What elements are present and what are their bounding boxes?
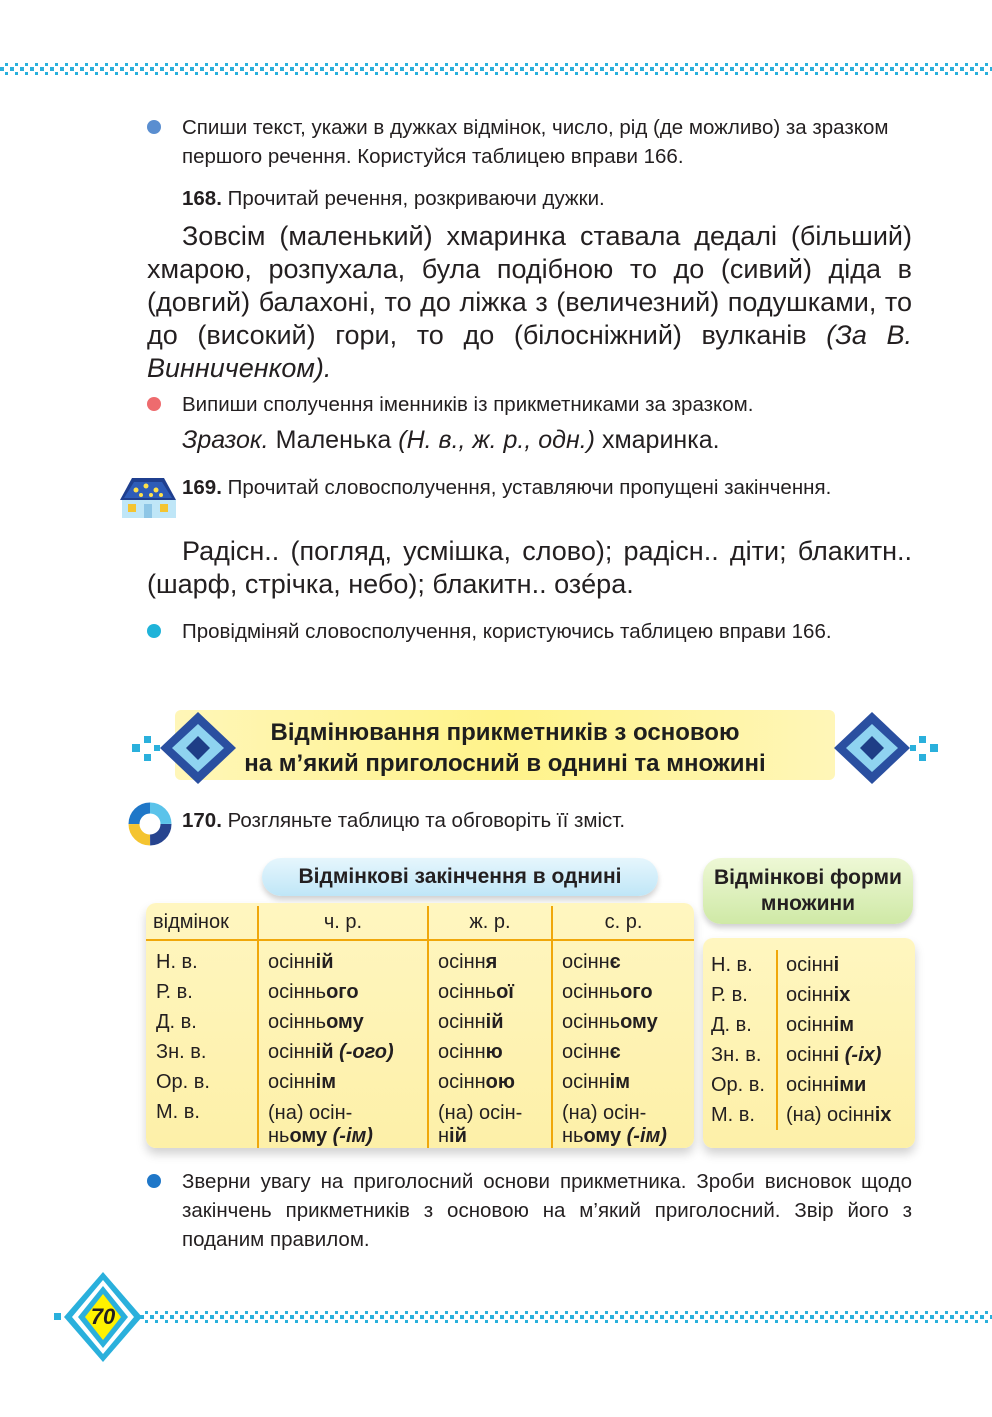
table-row: [146, 1097, 694, 1148]
neuter-form: (на) осін- ньому (-ім): [552, 1097, 694, 1148]
exercise-number: 168.: [182, 187, 222, 210]
case-name: Н. в.: [711, 954, 753, 976]
sample-word-1: Маленька: [275, 426, 392, 454]
feminine-form: осінньої: [428, 977, 552, 1007]
column-header-case: відмінок: [146, 906, 258, 940]
bullet-red-icon: [147, 397, 161, 411]
singular-endings-table: [146, 906, 694, 1148]
plural-form: осінні: [777, 950, 915, 980]
case-name: Зн. в.: [156, 1041, 207, 1063]
case-name: Д. в.: [711, 1014, 752, 1036]
table-row: [703, 1010, 915, 1040]
neuter-form: осіннє: [552, 1037, 694, 1067]
neuter-form: осінньому: [552, 1007, 694, 1037]
plural-form: (на) осінніх: [777, 1100, 915, 1130]
plural-form: осінні (-іх): [777, 1040, 915, 1070]
section-title-line-1: Відмінювання прикметників з основою: [270, 719, 740, 746]
table-row: [146, 1037, 694, 1067]
exercise-168-text: [147, 220, 912, 385]
plural-form: осінніх: [777, 980, 915, 1010]
masculine-form: осіннім: [258, 1067, 428, 1097]
table-row: [146, 977, 694, 1007]
exercise-170-heading: [182, 806, 912, 835]
table-row: [703, 950, 915, 980]
exercise-169-heading: [182, 473, 912, 502]
section-title-line-2: на м’який приголосний в однині та множині: [244, 750, 766, 777]
case-name: М. в.: [156, 1101, 200, 1123]
column-header-feminine: ж. р.: [428, 906, 552, 940]
case-name: Н. в.: [156, 951, 198, 973]
case-name: Ор. в.: [711, 1074, 765, 1096]
case-name: Зн. в.: [711, 1044, 762, 1066]
task-bullet-3: Провідміняй словосполучення, користуючись таблицею вправи 166.: [182, 620, 832, 643]
exercise-instruction: Розгляньте таблицю та обговоріть її зміст.: [227, 809, 626, 832]
table-row: [703, 980, 915, 1010]
exercise-168-heading: [182, 184, 912, 213]
sample-note: (Н. в., ж. р., одн.): [398, 426, 595, 454]
house-icon: [114, 474, 180, 520]
exercise-169-text: Радісн.. (погляд, усмішка, слово); радісн.. діти; блакитн.. (шарф, стрічка, небо); блакитн.. озéра.: [147, 536, 912, 599]
exercise-number: 170.: [182, 809, 222, 832]
sample-line: [182, 424, 912, 456]
plural-forms-table: [703, 950, 915, 1130]
table-row: [703, 1040, 915, 1070]
masculine-form: осіннього: [258, 977, 428, 1007]
feminine-form: осінню: [428, 1037, 552, 1067]
masculine-form: осінній (-ого): [258, 1037, 428, 1067]
case-name: Ор. в.: [156, 1071, 210, 1093]
singular-table-title: Відмінкові закінчення в однині: [262, 858, 658, 896]
discussion-ring-icon: [127, 801, 173, 847]
section-title: [180, 717, 830, 779]
bullet-cyan-icon: [147, 624, 161, 638]
case-name: М. в.: [711, 1104, 755, 1126]
plural-table-title: Відмінкові форми множини: [703, 858, 913, 924]
neuter-form: осіннім: [552, 1067, 694, 1097]
feminine-form: (на) осін- ній: [428, 1097, 552, 1148]
case-name: Р. в.: [156, 981, 193, 1003]
feminine-form: осіння: [428, 940, 552, 977]
exercise-instruction: Прочитай речення, розкриваючи дужки.: [227, 187, 605, 210]
table-row: [146, 940, 694, 977]
task-bullet-2: Випиши сполучення іменників із прикметниками за зразком.: [182, 393, 754, 416]
task-bullet-1: Спиши текст, укажи в дужках відмінок, число, рід (де можливо) за зразком першого речення. Користуйся таблицею вправи 166.: [182, 116, 889, 168]
bullet-blue-icon: [147, 120, 161, 134]
plural-form: осіннім: [777, 1010, 915, 1040]
task-bullet-4: Зверни увагу на приголосний основи прикметника. Зроби висновок щодо закінчень прикметників з основою на м’який приголосний. Звір його з поданим правилом.: [182, 1170, 912, 1251]
plural-form: осінніми: [777, 1070, 915, 1100]
neuter-form: осіннього: [552, 977, 694, 1007]
table-row: [703, 1100, 915, 1130]
page-number: 70: [90, 1304, 116, 1329]
table-row: [146, 1007, 694, 1037]
exercise-author: (За В. Винниченком).: [147, 320, 913, 383]
table-row: [146, 1067, 694, 1097]
feminine-form: осінній: [428, 1007, 552, 1037]
neuter-form: осіннє: [552, 940, 694, 977]
case-name: Д. в.: [156, 1011, 197, 1033]
sample-label: Зразок.: [182, 426, 269, 454]
bullet-navy-icon: [147, 1174, 161, 1188]
masculine-form: (на) осін- ньому (-ім): [258, 1097, 428, 1148]
ornament-right-icon: [830, 710, 942, 786]
case-name: Р. в.: [711, 984, 748, 1006]
sample-word-2: хмаринка.: [601, 426, 720, 454]
ornament-border-bottom: [140, 1310, 992, 1324]
exercise-text: Зовсім (маленький) хмаринка ставала дедалі (більший) хмарою, розпухала, була подібною то до (сивий) діда в (довгий) балахоні, то до ліжка з (величезний) подушками, то до (високий) гори, то до (білосніжний) вулканів: [147, 221, 912, 350]
column-header-neuter: с. р.: [552, 906, 694, 940]
table-row: [703, 1070, 915, 1100]
masculine-form: осінній: [258, 940, 428, 977]
exercise-instruction: Прочитай словосполучення, уставляючи пропущені закінчення.: [227, 476, 832, 499]
exercise-number: 169.: [182, 476, 222, 499]
masculine-form: осінньому: [258, 1007, 428, 1037]
column-header-masculine: ч. р.: [258, 906, 428, 940]
ornament-border-top: [0, 62, 992, 76]
feminine-form: осінною: [428, 1067, 552, 1097]
